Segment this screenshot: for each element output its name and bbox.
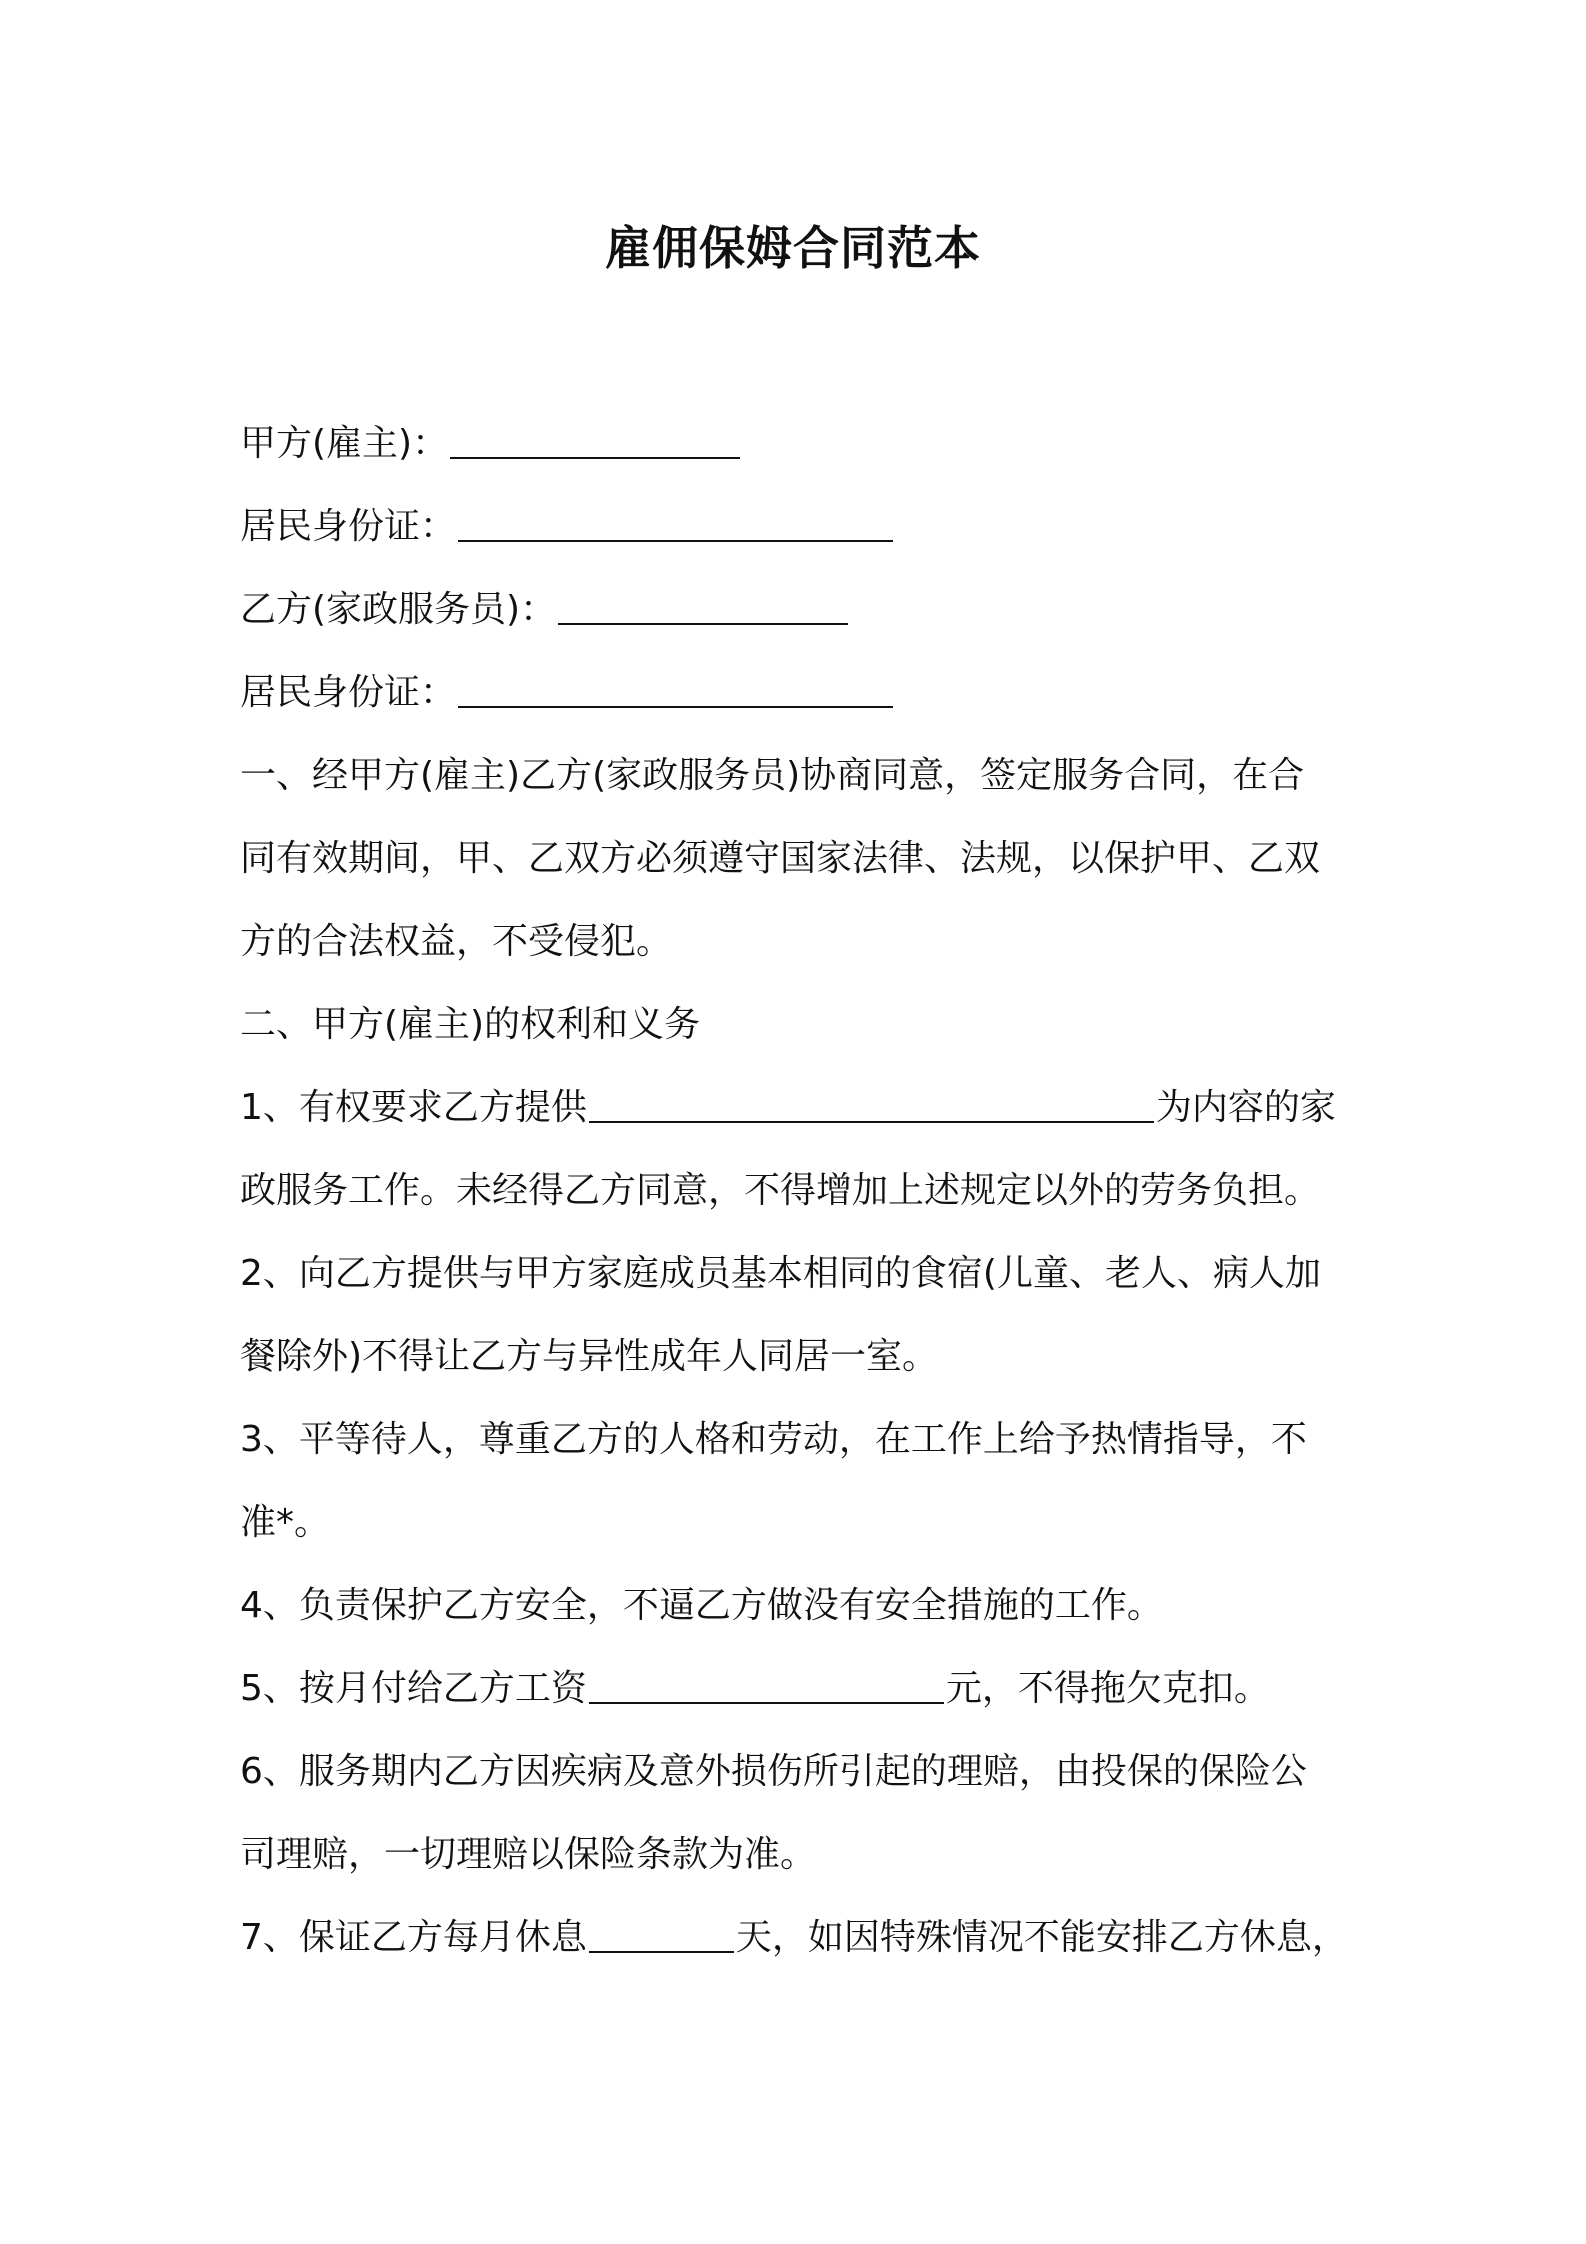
party-a-blank bbox=[450, 417, 740, 459]
item-6-line-2: 司理赔，一切理赔以保险条款为准。 bbox=[240, 1834, 817, 1875]
item-5-blank bbox=[589, 1662, 944, 1704]
clause-1-line-3: 方的合法权益，不受侵犯。 bbox=[240, 921, 673, 962]
party-a-label: 甲方(雇主)： bbox=[240, 423, 449, 464]
item-5 bbox=[240, 1647, 1360, 1730]
id-label-1: 居民身份证： bbox=[240, 506, 457, 547]
item-1-suffix: 为内容的家 bbox=[1155, 1087, 1336, 1128]
party-b-blank bbox=[558, 583, 848, 625]
item-2-line-1: 2、向乙方提供与甲方家庭成员基本相同的食宿(儿童、老人、病人加 bbox=[240, 1253, 1321, 1294]
item-1-blank bbox=[589, 1081, 1154, 1123]
clause-1-line-1: 一、经甲方(雇主)乙方(家政服务员)协商同意，签定服务合同，在合 bbox=[240, 755, 1305, 796]
party-b-label: 乙方(家政服务员)： bbox=[240, 589, 557, 630]
id-label-2: 居民身份证： bbox=[240, 672, 457, 713]
document-title: 雇佣保姆合同范本 bbox=[605, 221, 981, 275]
item-6-line-1: 6、服务期内乙方因疾病及意外损伤所引起的理赔，由投保的保险公 bbox=[240, 1751, 1307, 1792]
item-1-prefix: 1、有权要求乙方提供 bbox=[240, 1087, 587, 1128]
section-2-heading: 二、甲方(雇主)的权利和义务 bbox=[240, 1004, 701, 1045]
item-2-line-2: 餐除外)不得让乙方与异性成年人同居一室。 bbox=[240, 1336, 939, 1377]
item-7 bbox=[240, 1896, 1360, 1979]
item-7-blank bbox=[589, 1911, 734, 1953]
item-4: 4、负责保护乙方安全，不逼乙方做没有安全措施的工作。 bbox=[240, 1585, 1163, 1626]
item-3-line-2: 准*。 bbox=[240, 1502, 331, 1543]
id-blank-1 bbox=[458, 500, 893, 542]
item-1-line-2: 政服务工作。未经得乙方同意，不得增加上述规定以外的劳务负担。 bbox=[240, 1170, 1321, 1211]
item-3-line-1: 3、平等待人，尊重乙方的人格和劳动，在工作上给予热情指导，不 bbox=[240, 1419, 1307, 1460]
id-field-2 bbox=[240, 651, 1360, 734]
document-body bbox=[240, 402, 1360, 1979]
party-b-field bbox=[240, 568, 1360, 651]
item-1-line-1 bbox=[240, 1066, 1360, 1149]
item-5-suffix: 元，不得拖欠克扣。 bbox=[945, 1668, 1270, 1709]
party-a-field bbox=[240, 402, 1360, 485]
item-7-suffix: 天，如因特殊情况不能安排乙方休息， bbox=[735, 1917, 1348, 1958]
item-5-prefix: 5、按月付给乙方工资 bbox=[240, 1668, 587, 1709]
id-blank-2 bbox=[458, 666, 893, 708]
id-field-1 bbox=[240, 485, 1360, 568]
item-7-prefix: 7、保证乙方每月休息 bbox=[240, 1917, 587, 1958]
clause-1-line-2: 同有效期间，甲、乙双方必须遵守国家法律、法规，以保护甲、乙双 bbox=[240, 838, 1321, 879]
